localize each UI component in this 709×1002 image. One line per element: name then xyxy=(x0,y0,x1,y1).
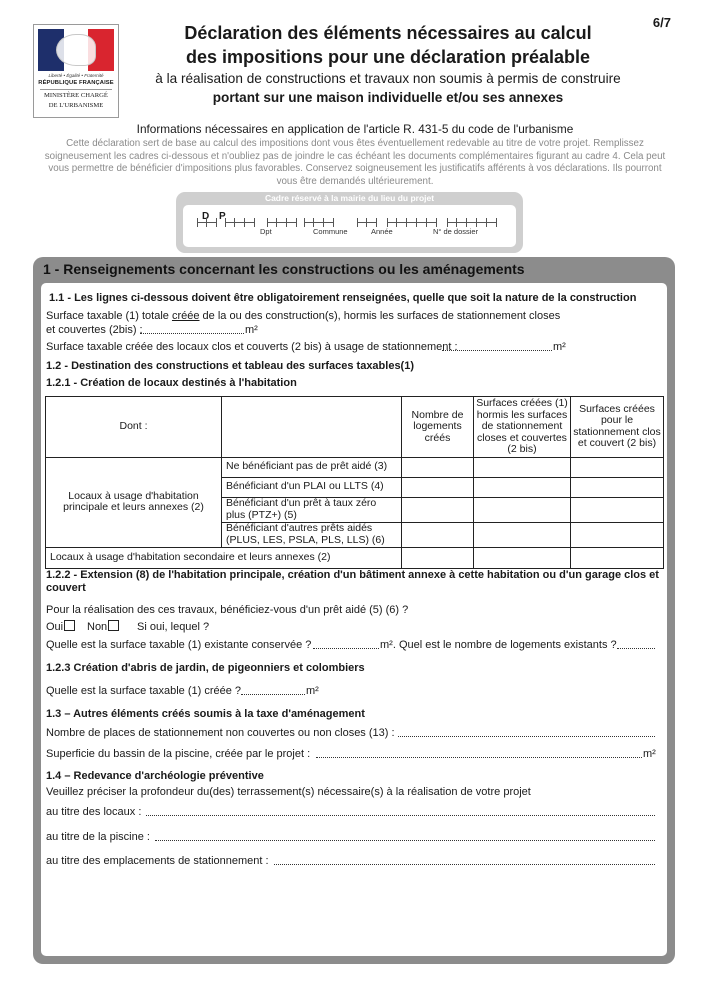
s1-2-heading: 1.2 - Destination des constructions et tableau des surfaces taxables(1) xyxy=(46,360,415,372)
cell-stationnement-input[interactable] xyxy=(571,457,664,477)
s1-4-intro: Veuillez préciser la profondeur du(des) terrassement(s) nécessaire(s) à la réalisation de votre projet xyxy=(46,786,531,798)
oui-option: Oui xyxy=(46,620,75,634)
row-label: Ne bénéficiant pas de prêt aidé (3) xyxy=(222,457,402,477)
label-annee: Année xyxy=(371,227,393,236)
commune-cells-2[interactable] xyxy=(304,214,334,223)
row-label: Bénéficiant d'un PLAI ou LLTS (4) xyxy=(222,477,402,497)
page-title-line1: Déclaration des éléments nécessaires au calcul xyxy=(184,23,592,43)
cell-stationnement-input[interactable] xyxy=(571,547,664,568)
mairie-box-title: Cadre réservé à la mairie du lieu du projet xyxy=(264,193,435,203)
table-row xyxy=(46,547,664,568)
intro-paragraph xyxy=(30,138,680,188)
logo-republic: RÉPUBLIQUE FRANÇAISE xyxy=(38,80,114,86)
cell-logements-input[interactable] xyxy=(402,457,474,477)
unit-m2: m² xyxy=(306,685,319,697)
mairie-reserved-box xyxy=(176,192,523,253)
page-title-line2: des impositions pour une déclaration préalable xyxy=(185,47,591,67)
logo-motto: Liberté • Égalité • Fraternité xyxy=(48,73,104,78)
places-stationnement-field[interactable] xyxy=(398,736,655,737)
annee-cells[interactable] xyxy=(357,214,377,223)
cell-surface-input[interactable] xyxy=(474,547,571,568)
s1-1-line1: Surface taxable (1) totale créée de la ou des construction(s), hormis les surfaces de stationnement closes xyxy=(46,310,561,322)
s1-2-2-heading-line1: 1.2.2 - Extension (8) de l'habitation principale, création d'un bâtiment annexe à cette habitation ou d'un garage clos et xyxy=(46,569,659,581)
intro-line: Cette déclaration sert de base au calcul des impositions dont vous êtes éventuellement redevable au titre de votre projet. Remplissez xyxy=(66,138,644,149)
page-subtitle-line1: à la réalisation de constructions et travaux non soumis à permis de construire xyxy=(155,71,621,86)
intro-line: vous permettre de bénéficier d'impositions plus favorables. Conservez soigneusement les justificatifs afférents à vos déclarations. Ils pourront xyxy=(48,163,662,175)
cell-surface-input[interactable] xyxy=(474,497,571,522)
abris-question: Quelle est la surface taxable (1) créée ? xyxy=(46,685,242,697)
profondeur-emplacements-field[interactable] xyxy=(274,864,655,865)
label-commune: Commune xyxy=(313,227,348,236)
row-label-secondaire: Locaux à usage d'habitation secondaire et leurs annexes (2) xyxy=(46,547,402,568)
pret-aide-question: Pour la réalisation des ces travaux, bénéficiez-vous d'un prêt aidé (5) (6) ? xyxy=(46,604,409,616)
cell-stationnement-input[interactable] xyxy=(571,522,664,547)
cell-stationnement-input[interactable] xyxy=(571,497,664,522)
page-subtitle-line2: portant sur une maison individuelle et/ou ses annexes xyxy=(212,90,564,105)
unit-m2: m² xyxy=(245,324,258,336)
label-dpt: Dpt xyxy=(260,227,272,236)
header-surfaces-stationnement: Surfaces créées pour le stationnement clos et couvert (2 bis) xyxy=(571,397,664,458)
oui-checkbox[interactable] xyxy=(64,620,75,631)
unit-m2: m² xyxy=(643,748,656,760)
marianne-logo xyxy=(33,24,119,118)
piscine-superficie-label: Superficie du bassin de la piscine, créée par le projet : xyxy=(46,748,311,760)
cell-surface-input[interactable] xyxy=(474,477,571,497)
abris-surface-field[interactable] xyxy=(241,694,305,695)
prefix-d: D xyxy=(202,211,210,222)
table-row xyxy=(46,457,664,477)
header-dont: Dont : xyxy=(46,397,222,458)
non-option: Non xyxy=(87,620,119,634)
commune-cells[interactable] xyxy=(267,214,297,223)
profondeur-locaux-label: au titre des locaux : xyxy=(46,806,142,818)
marianne-emblem-icon xyxy=(38,29,114,71)
cell-surface-input[interactable] xyxy=(474,522,571,547)
unit-m2: m² xyxy=(553,341,566,353)
profondeur-emplacements-label: au titre des emplacements de stationnement : xyxy=(46,855,269,867)
dossier-cells-2[interactable] xyxy=(447,214,497,223)
profondeur-piscine-label: au titre de la piscine : xyxy=(46,831,150,843)
dossier-cells[interactable] xyxy=(387,214,437,223)
s1-2-3-heading: 1.2.3 Création d'abris de jardin, de pigeonniers et colombiers xyxy=(46,662,365,674)
header-surfaces-hors-stationnement: Surfaces créées (1) hormis les surfaces de stationnement closes et couvertes (2 bis) xyxy=(474,397,571,458)
surface-existante-field[interactable] xyxy=(313,648,379,649)
surface-existante-question: Quelle est la surface taxable (1) existante conservée ? xyxy=(46,639,312,651)
surface-stationnement-field[interactable] xyxy=(442,350,552,351)
row-label: Bénéficiant d'autres prêts aidés (PLUS, LES, PSLA, PLS, LLS) (6) xyxy=(222,522,402,547)
s1-1-line3: Surface taxable créée des locaux clos et couverts (2 bis) à usage de stationnement : xyxy=(46,341,458,353)
table-header-row xyxy=(46,397,664,458)
logo-ministry-line1: MINISTÈRE CHARGÉ xyxy=(44,92,108,99)
logo-divider xyxy=(40,89,112,90)
cell-stationnement-input[interactable] xyxy=(571,477,664,497)
dpt-cells[interactable] xyxy=(225,214,255,223)
cell-surface-input[interactable] xyxy=(474,457,571,477)
cell-logements-input[interactable] xyxy=(402,522,474,547)
logements-existants-question: m². Quel est le nombre de logements existants ? xyxy=(380,639,617,651)
profondeur-piscine-field[interactable] xyxy=(155,840,655,841)
cell-logements-input[interactable] xyxy=(402,547,474,568)
legal-reference: Informations nécessaires en application de l'article R. 431-5 du code de l'urbanisme xyxy=(136,122,574,136)
intro-line: soigneusement les cadres ci-dessous et n'oubliez pas de joindre le cas échéant les documents complémentaires figurant au cadre 4. Cela peut xyxy=(44,150,666,162)
s1-1-heading: 1.1 - Les lignes ci-dessous doivent être obligatoirement renseignées, quelle que soit la nature de la construction xyxy=(49,292,637,304)
group-habitation-principale: Locaux à usage d'habitation principale et leurs annexes (2) xyxy=(46,457,222,547)
row-label: Bénéficiant d'un prêt à taux zéro plus (PTZ+) (5) xyxy=(222,497,402,522)
surfaces-table xyxy=(45,396,664,569)
profondeur-locaux-field[interactable] xyxy=(146,815,655,816)
logements-existants-field[interactable] xyxy=(617,648,655,649)
s1-2-2-heading-line2: couvert xyxy=(46,582,86,594)
lequel-label: Si oui, lequel ? xyxy=(137,621,210,633)
surface-taxable-totale-field[interactable] xyxy=(140,333,244,334)
piscine-superficie-field[interactable] xyxy=(316,757,642,758)
s1-2-1-heading: 1.2.1 - Création de locaux destinés à l'habitation xyxy=(46,377,297,389)
places-stationnement-label: Nombre de places de stationnement non couvertes ou non closes (13) : xyxy=(46,727,395,739)
cell-logements-input[interactable] xyxy=(402,497,474,522)
s1-3-heading: 1.3 – Autres éléments créés soumis à la taxe d'aménagement xyxy=(46,708,365,720)
prefix-p: P xyxy=(219,211,226,222)
intro-line: vous être demandés ultérieurement. xyxy=(276,175,434,187)
prefix-cells xyxy=(197,214,217,223)
label-dossier: N° de dossier xyxy=(433,227,479,236)
logo-ministry-line2: DE L'URBANISME xyxy=(48,102,104,109)
s1-4-heading: 1.4 – Redevance d'archéologie préventive xyxy=(46,770,264,782)
cell-logements-input[interactable] xyxy=(402,477,474,497)
s1-1-line2: et couvertes (2bis) : xyxy=(46,324,143,336)
mairie-box-fields xyxy=(183,205,516,247)
header-empty xyxy=(222,397,402,458)
page-number: 6/7 xyxy=(652,15,671,30)
section-1-title: 1 - Renseignements concernant les constructions ou les aménagements xyxy=(43,261,525,277)
header-logements: Nombre de logements créés xyxy=(402,397,474,458)
non-checkbox[interactable] xyxy=(108,620,119,631)
